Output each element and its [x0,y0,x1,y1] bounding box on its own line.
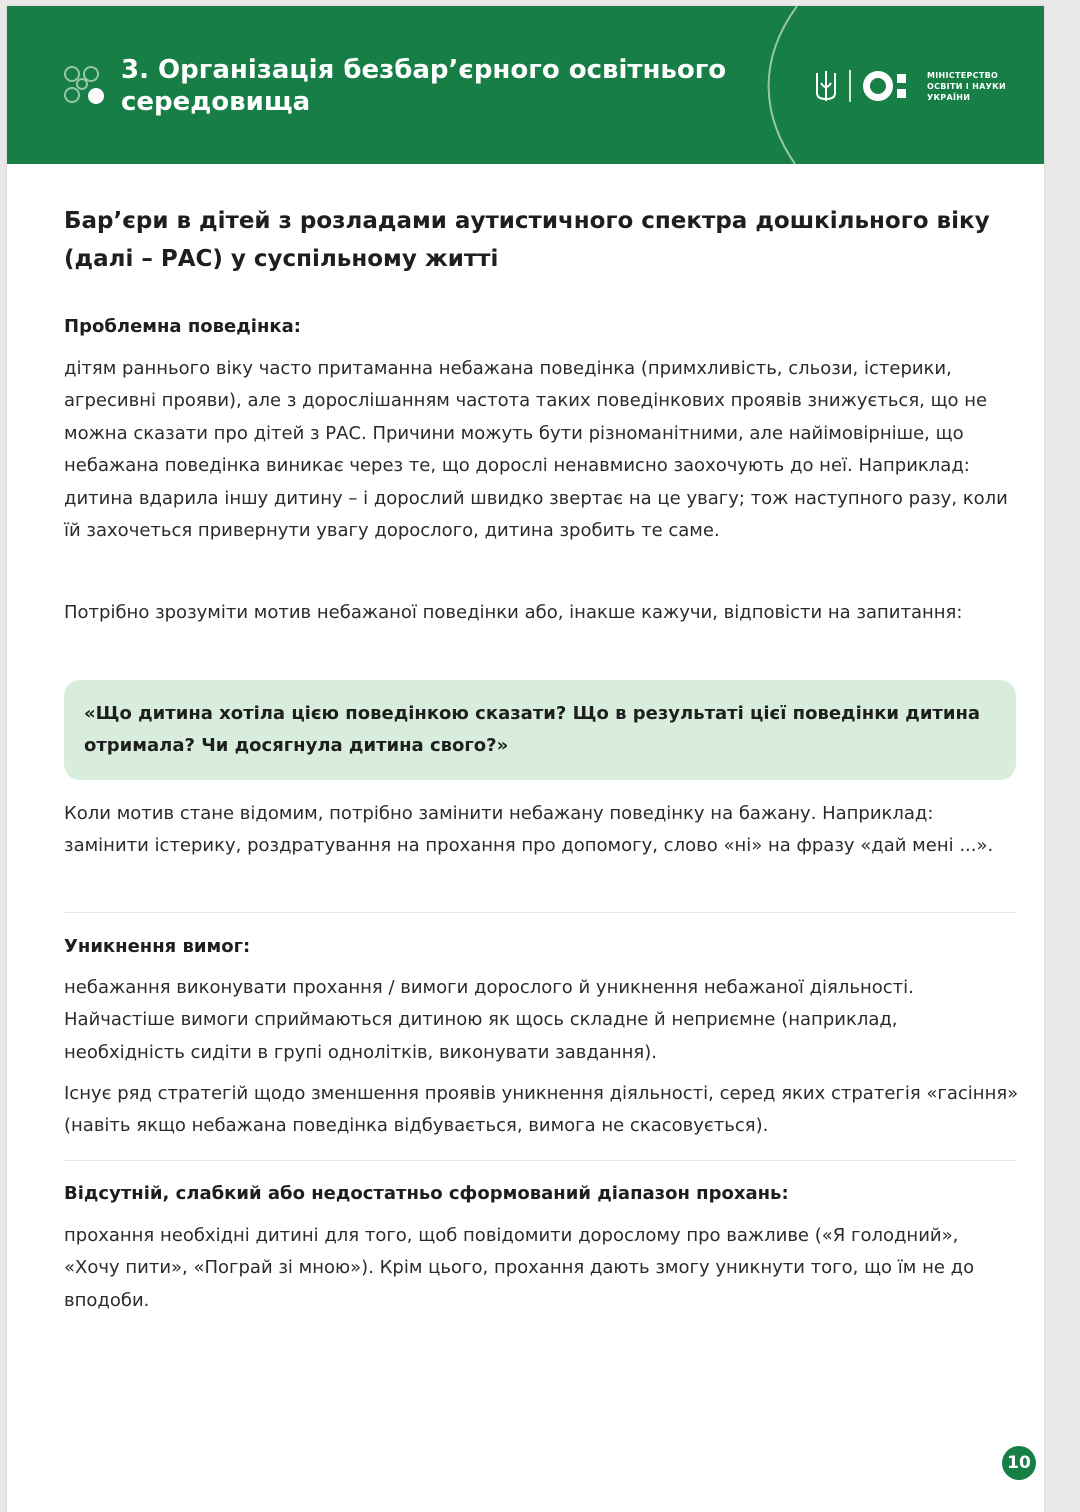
paragraph: небажання виконувати прохання / вимоги дорослого й уникнення небажаної діяльності. Найчастіше вимоги сприймаються дитиною як щось складне й неприємне (наприклад, необхідність сидіти в групі однолітків, виконувати завдання). [64,977,914,1063]
section-demand-avoidance-strategy [64,1078,1019,1143]
page-header [7,6,1044,164]
accessibility-section-icon [61,63,107,109]
ministry-logo [815,68,1027,104]
section-problem-behavior-body [64,353,1019,547]
paragraph: Потрібно зрозуміти мотив небажаної поведінки або, інакше кажучи, відповісти на запитання: [64,602,963,623]
trident-icon [815,69,837,103]
quote-text: «Що дитина хотіла цією поведінкою сказати? Що в результаті цієї поведінки дитина отримала? Чи досягнула дитина свого?» [84,703,981,756]
section-title-requests: Відсутній, слабкий або недостатньо сформований діапазон прохань: [64,1183,789,1204]
ministry-name: МІНІСТЕРСТВО ОСВІТИ І НАУКИ УКРАЇНИ [927,70,1006,102]
section-divider [64,912,1017,913]
paragraph: Коли мотив стане відомим, потрібно замінити небажану поведінку на бажану. Наприклад: замінити істерику, роздратування на прохання про допомогу, слово «ні» на фразу «дай мені ...». [64,803,994,857]
logo-separator [849,70,851,102]
section-requests [64,1181,1024,1207]
section-problem-behavior [64,314,1024,340]
article-heading-block [64,202,1024,278]
section-title-problem-behavior: Проблемна поведінка: [64,316,301,337]
paragraph: прохання необхідні дитині для того, щоб повідомити дорослому про важливе («Я голодний», «Хочу пити», «Пограй зі мною»). Крім цього, прохання дають змогу уникнути того, що їм не до вподоби. [64,1225,975,1311]
section-requests-body [64,1220,1019,1317]
section-problem-behavior-question [64,597,964,629]
mon-logo-icon [863,69,919,103]
paragraph: дітям раннього віку часто притаманна небажана поведінка (примхливість, сльози, істерики, агресивні прояви), але з дорослішанням частота таких поведінкових проявів знижується, що не можна сказати про дітей з РАС. Причини можуть бути різноманітними, але найімовірніше, що небажана поведінка виникає через те, що дорослі ненавмисно заохочують до неї. Наприклад: дитина вдарила іншу дитину – і дорослий швидко звертає на це увагу; тож наступного разу, коли їй захочеться привернути увагу дорослого, дитина зробить те саме. [64,358,1008,542]
paragraph: Існує ряд стратегій щодо зменшення проявів уникнення діяльності, серед яких стратегія «гасіння» (навіть якщо небажана поведінка відбувається, вимога не скасовується). [64,1083,1019,1137]
section-divider [64,1160,1017,1161]
article-heading: Бар’єри в дітей з розладами аутистичного спектра дошкільного віку (далі – РАС) у суспільному житті [64,208,990,272]
quote-box [64,680,1016,780]
section-problem-behavior-after-quote [64,798,1014,863]
section-demand-avoidance-body [64,972,1019,1069]
section-title: 3. Організація безбар’єрного освітнього середовища [121,55,727,117]
section-title-demand-avoidance: Уникнення вимог: [64,936,251,957]
page-number-badge: 10 [1002,1446,1036,1480]
section-demand-avoidance [64,934,1024,960]
